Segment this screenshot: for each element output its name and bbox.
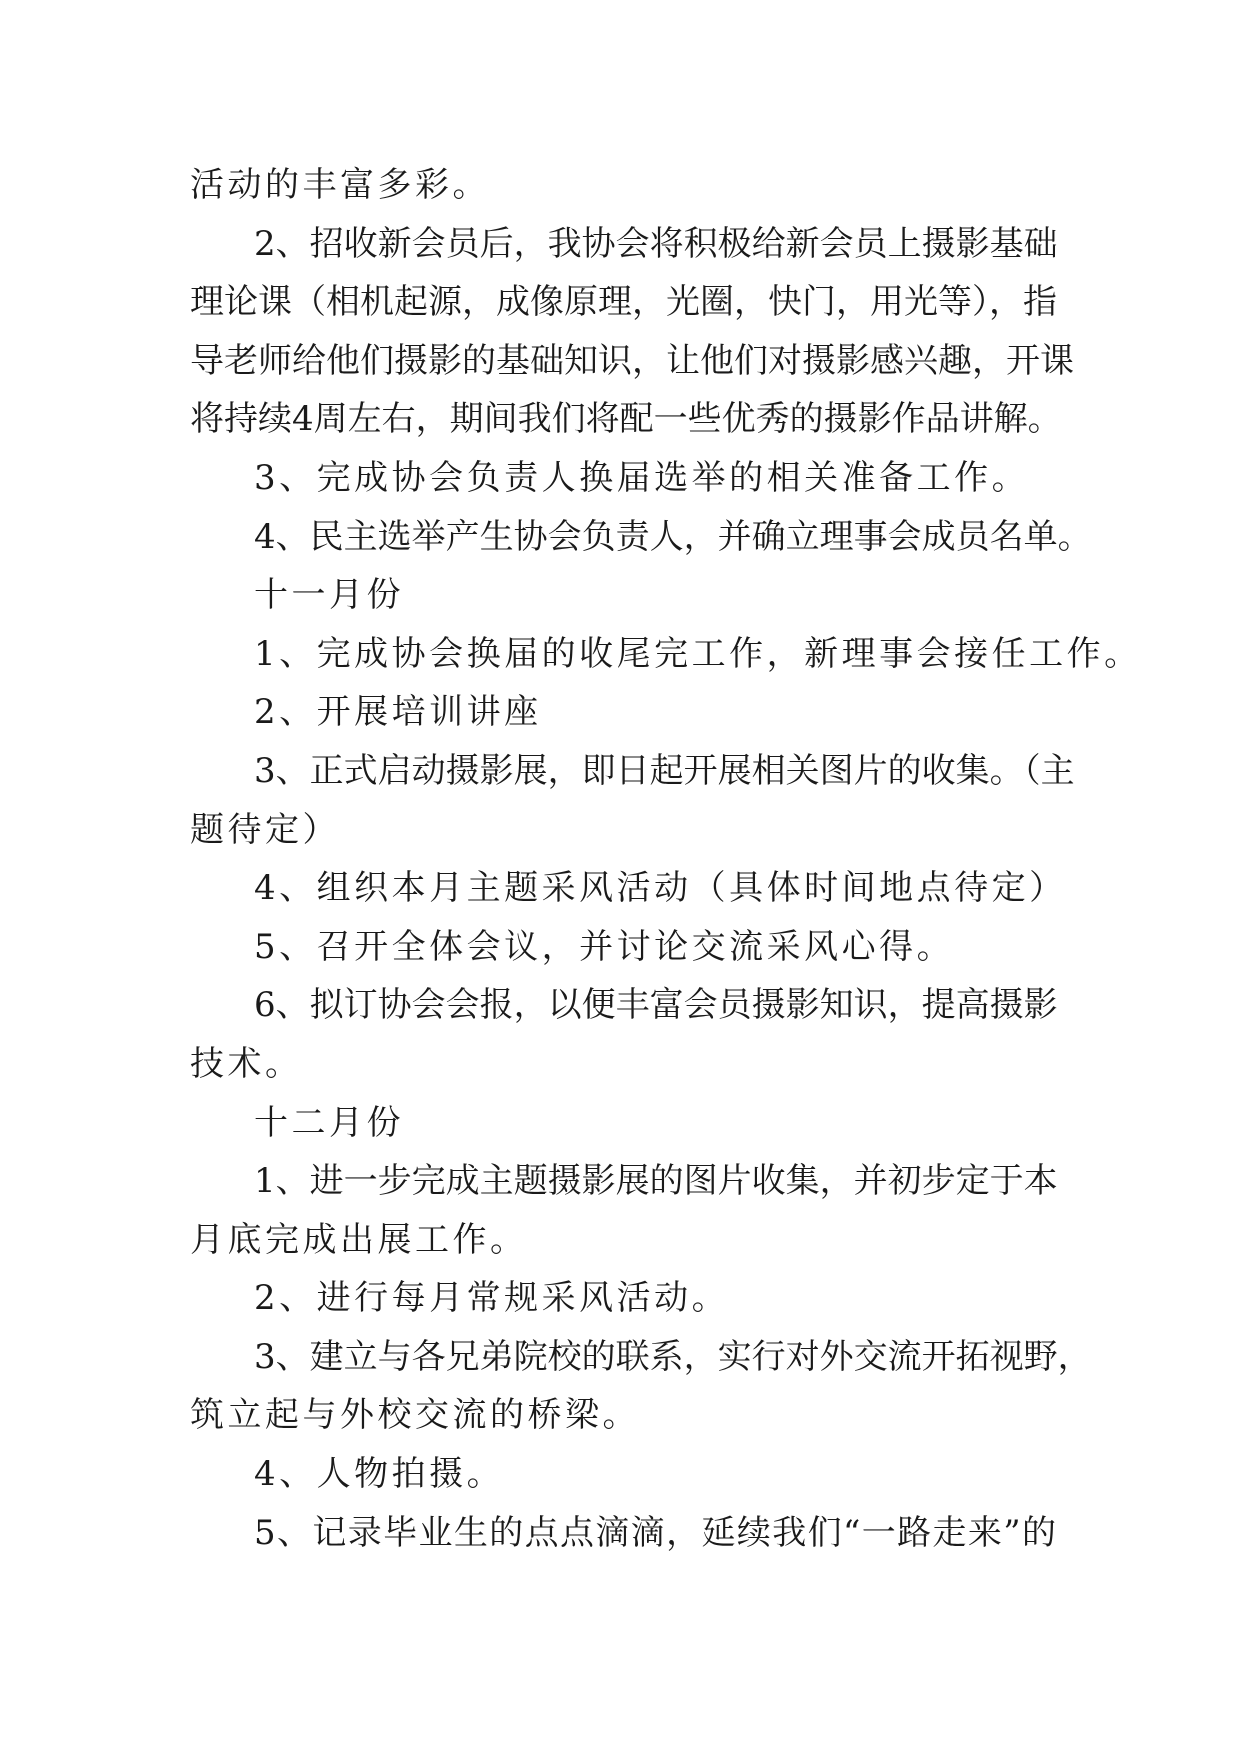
text-line: 导老师给他们摄影的基础知识，让他们对摄影感兴趣，开课 — [190, 340, 1074, 381]
text-line: 1、完成协会换届的收尾完工作，新理事会接任工作。 — [254, 633, 1142, 674]
section-heading-november: 十一月份 — [254, 575, 404, 616]
text-line: 月底完成出展工作。 — [190, 1219, 528, 1260]
text-line: 2、进行每月常规采风活动。 — [254, 1278, 730, 1319]
text-line: 3、建立与各兄弟院校的联系，实行对外交流开拓视野， — [254, 1336, 1092, 1377]
text-line: 技术。 — [190, 1043, 303, 1084]
text-line: 4、人物拍摄。 — [254, 1454, 505, 1495]
text-line: 2、开展培训讲座 — [254, 692, 542, 733]
text-line: 2、招收新会员后，我协会将积极给新会员上摄影基础 — [254, 223, 1058, 264]
text-line: 活动的丰富多彩。 — [190, 165, 490, 205]
text-line: 1、进一步完成主题摄影展的图片收集，并初步定于本 — [254, 1161, 1058, 1202]
text-line: 3、完成协会负责人换届选举的相关准备工作。 — [254, 457, 1030, 498]
text-line: 3、正式启动摄影展，即日起开展相关图片的收集。（主 — [254, 750, 1075, 791]
text-line: 理论课（相机起源，成像原理，光圈，快门，用光等），指 — [190, 282, 1057, 323]
text-line: 筑立起与外校交流的桥梁。 — [190, 1395, 640, 1436]
text-line: 4、组织本月主题采风活动（具体时间地点待定） — [254, 868, 1067, 909]
section-heading-december: 十二月份 — [254, 1102, 404, 1143]
text-line: 将持续4周左右，期间我们将配一些优秀的摄影作品讲解。 — [190, 399, 1062, 440]
document-page — [190, 156, 1142, 1562]
text-line: 4、民主选举产生协会负责人，并确立理事会成员名单。 — [254, 516, 1092, 557]
text-line: 6、拟订协会会报，以便丰富会员摄影知识，提高摄影 — [254, 985, 1058, 1026]
text-line: 5、记录毕业生的点点滴滴，延续我们“一路走来”的 — [254, 1512, 1056, 1553]
text-line: 5、召开全体会议，并讨论交流采风心得。 — [254, 926, 955, 967]
text-line: 题待定） — [190, 809, 340, 850]
